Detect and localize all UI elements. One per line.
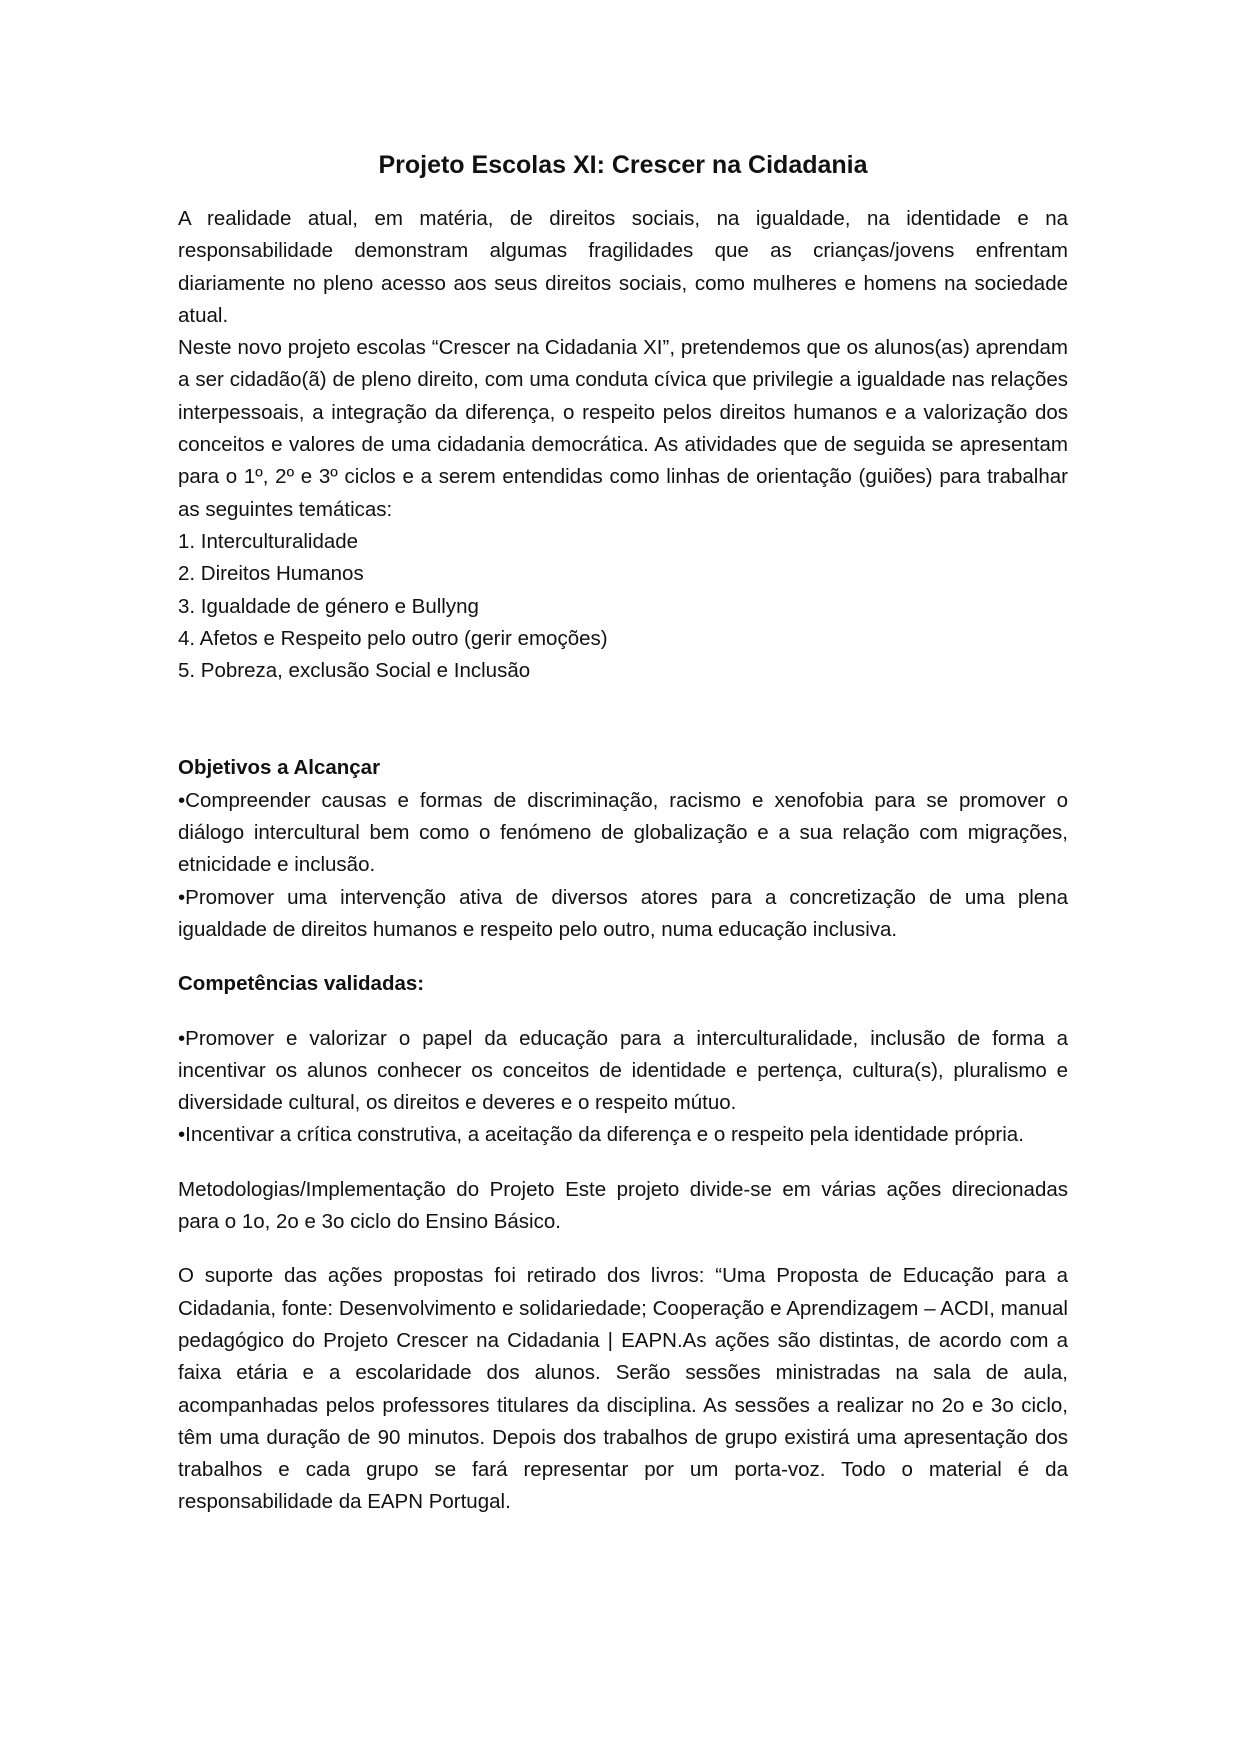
themes-list <box>178 526 1068 687</box>
list-item: 4. Afetos e Respeito pelo outro (gerir emoções) <box>178 626 608 650</box>
intro-paragraph-1: A realidade atual, em matéria, de direitos sociais, na igualdade, na identidade e na responsabilidade demonstram algumas fragilidades que as crianças/jovens enfrentam diariamente no pleno acesso aos seus direitos sociais, como mulheres e homens na sociedade atual. <box>178 207 1068 327</box>
competency-item: •Promover e valorizar o papel da educação para a interculturalidade, inclusão de forma a incentivar os alunos conhecer os conceitos de identidade e pertença, cultura(s), pluralismo e diversidade cultural, os direitos e deveres e o respeito mútuo. <box>178 1026 1068 1115</box>
list-item: 2. Direitos Humanos <box>178 562 364 586</box>
intro-paragraph-2: Neste novo projeto escolas “Crescer na Cidadania XI”, pretendemos que os alunos(as) aprendam a ser cidadão(ã) de pleno direito, com uma conduta cívica que privilegie a igualdade nas relações interpessoais, a integração da diferença, o respeito pelos direitos humanos e a valorização dos conceitos e valores de uma cidadania democrática. As atividades que de seguida se apresentam para o 1º, 2º e 3º ciclos e a serem entendidas como linhas de orientação (guiões) para trabalhar as seguintes temáticas: <box>178 336 1068 521</box>
spacer <box>178 1152 1068 1174</box>
list-item: 3. Igualdade de género e Bullyng <box>178 594 479 618</box>
competency-item: •Incentivar a crítica construtiva, a aceitação da diferença e o respeito pela identidade própria. <box>178 1123 1024 1147</box>
competencies-heading: Competências validadas: <box>178 972 425 996</box>
document-title: Projeto Escolas XI: Crescer na Cidadania <box>378 151 868 179</box>
support-paragraph: O suporte das ações propostas foi retirado dos livros: “Uma Proposta de Educação para a Cidadania, fonte: Desenvolvimento e solidariedade; Cooperação e Aprendizagem – ACDI, manual pedagógico do Projeto Crescer na Cidadania | EAPN.As ações são distintas, de acordo com a faixa etária e a escolaridade dos alunos. Serão sessões ministradas na sala de aula, acompanhadas pelos professores titulares da disciplina. As sessões a realizar no 2o e 3o ciclo, têm uma duração de 90 minutos. Depois dos trabalhos de grupo existirá uma apresentação dos trabalhos e cada grupo se fará representar por um porta-voz. Todo o material é da responsabilidade da EAPN Portugal. <box>178 1264 1068 1514</box>
spacer <box>178 1001 1068 1023</box>
objectives-heading: Objetivos a Alcançar <box>178 756 381 780</box>
objective-item: •Compreender causas e formas de discriminação, racismo e xenofobia para se promover o diálogo intercultural bem como o fenómeno de globalização e a sua relação com migrações, etnicidade e inclusão. <box>178 788 1068 877</box>
list-item: 1. Interculturalidade <box>178 529 359 553</box>
spacer <box>178 946 1068 968</box>
document-body <box>178 145 1068 1519</box>
spacer <box>178 687 1068 752</box>
spacer <box>178 1238 1068 1260</box>
objective-item: •Promover uma intervenção ativa de diversos atores para a concretização de uma plena igualdade de direitos humanos e respeito pelo outro, numa educação inclusiva. <box>178 885 1068 941</box>
list-item: 5. Pobreza, exclusão Social e Inclusão <box>178 659 531 683</box>
methodology-paragraph: Metodologias/Implementação do Projeto Este projeto divide-se em várias ações direcionadas para o 1o, 2o e 3o ciclo do Ensino Básico. <box>178 1177 1068 1234</box>
